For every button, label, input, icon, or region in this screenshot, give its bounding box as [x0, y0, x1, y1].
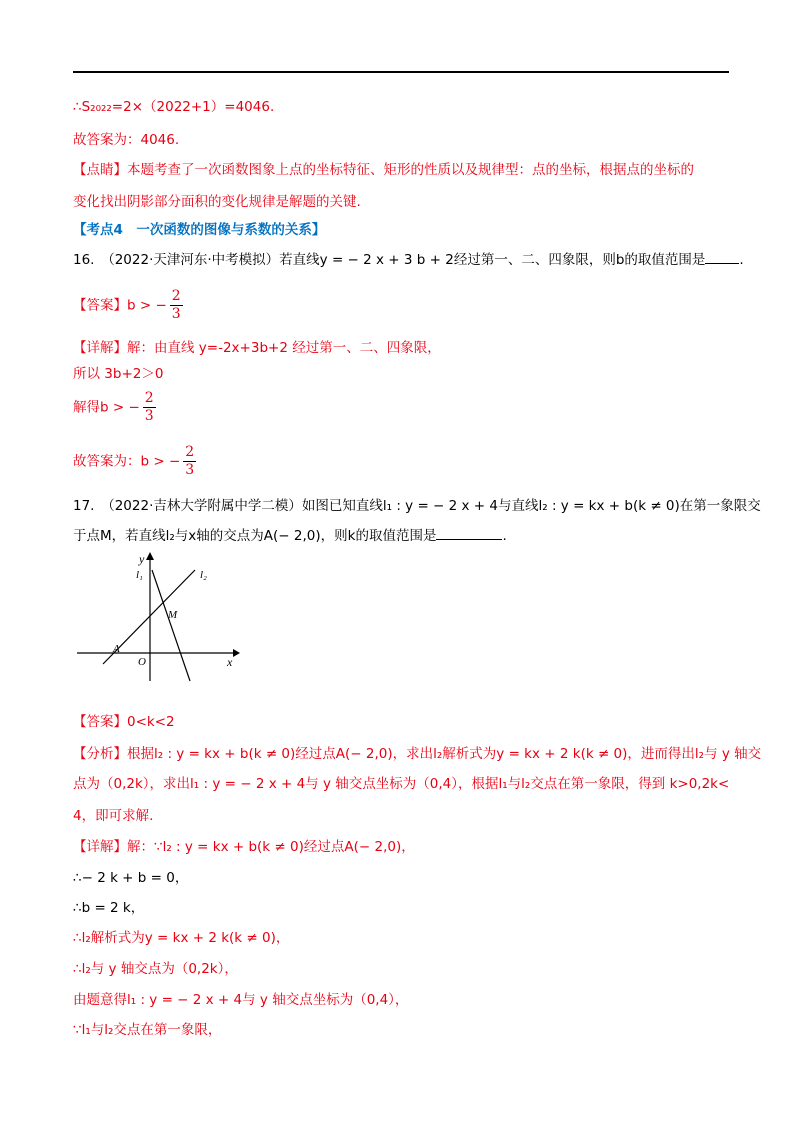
text-line-l17 [73, 806, 153, 826]
fraction [143, 390, 156, 425]
text-line-l10 [73, 390, 156, 425]
line-text: ∴b = 2 k， [73, 900, 145, 916]
line-text: 故答案为：b > − [73, 453, 181, 470]
text-line-l1 [73, 97, 274, 117]
answer-blank [705, 251, 739, 264]
fraction-denominator: 3 [171, 306, 181, 322]
line-text: 解得b > − [73, 399, 140, 416]
line-text: 【答案】0<k<2 [73, 714, 175, 730]
text-line-l5 [73, 220, 325, 240]
text-line-l20 [73, 898, 144, 918]
text-line-l8 [73, 338, 441, 358]
y-axis-arrow [146, 552, 154, 560]
point-A-label: A [113, 643, 120, 655]
fraction [183, 444, 196, 479]
line-text: 【考点4 一次函数的图像与系数的关系】 [73, 222, 326, 238]
y-axis-label: y [139, 552, 145, 566]
line-text: ∴l₂解析式为y = kx + 2 k(k ≠ 0)， [73, 930, 290, 946]
line-text: 【点睛】本题考查了一次函数图象上点的坐标特征、矩形的性质以及规律型：点的坐标，根据点的坐标的 [73, 162, 694, 178]
line-text: 故答案为：4046. [73, 132, 180, 148]
fraction-numerator: 2 [144, 390, 154, 406]
line-text: 16. （2022·天津河东·中考模拟）若直线y = − 2 x + 3 b + 2经过第一、二、四象限，则b的取值范围是 [73, 252, 706, 268]
x-axis-arrow [233, 649, 240, 657]
text-line-l6: 16. （2022·天津河东·中考模拟）若直线y = − 2 x + 3 b + 2经过第一、二、四象限，则b的取值范围是 . [73, 252, 744, 268]
text-line-l3 [73, 160, 694, 180]
text-line-l22 [73, 959, 238, 979]
text-line-l15 [73, 744, 761, 764]
text-line-l14 [73, 712, 175, 732]
line-text: 所以 3b+2＞0 [73, 366, 164, 382]
text-line-l19 [73, 868, 188, 888]
text-line-l9 [73, 364, 163, 384]
line-text: 变化找出阴影部分面积的变化规律是解题的关键. [73, 194, 361, 210]
text-line-l16 [73, 774, 729, 794]
fraction-numerator: 2 [171, 288, 181, 304]
point-M-label: M [168, 609, 178, 621]
text-line-l24 [73, 1020, 221, 1040]
text-line-l11 [73, 444, 196, 479]
text-line-l13: 于点M，若直线l₂与x轴的交点为A(− 2,0)，则k的取值范围是 . [73, 528, 507, 544]
x-axis-label: x [227, 655, 233, 669]
fraction-numerator: 2 [185, 444, 195, 460]
text-line-l23 [73, 990, 408, 1010]
line-text: ∵l₁与l₂交点在第一象限， [73, 1022, 222, 1038]
text-line-l7 [73, 288, 183, 323]
line-text: 【分析】根据l₂ : y = kx + b(k ≠ 0)经过点A(− 2,0)，求出l₂解析式为y = kx + 2 k(k ≠ 0)，进而得出l₂与 y 轴交 [73, 746, 762, 762]
line-text: 点为（0,2k），求出l₁ : y = − 2 x + 4与 y 轴交点坐标为（0,4），根据l₁与l₂交点在第一象限，得到 k>0,2k< [73, 776, 730, 792]
fraction-denominator: 3 [144, 408, 154, 424]
text-line-l12 [73, 496, 761, 516]
text-line-l21 [73, 928, 289, 948]
line-text: ∴S₂₀₂₂=2×（2022+1）=4046. [73, 99, 275, 115]
line-text: ∴l₂与 y 轴交点为（0,2k）， [73, 961, 238, 977]
line-text: 17. （2022·吉林大学附属中学二模）如图已知直线l₁ : y = − 2 x + 4与直线l₂ : y = kx + b(k ≠ 0)在第一象限交 [73, 498, 761, 514]
line-text: ∴− 2 k + b = 0， [73, 870, 189, 886]
answer-blank [436, 527, 502, 540]
text-line-l2 [73, 130, 179, 150]
origin-label: O [138, 656, 146, 668]
line-text: 4，即可求解. [73, 808, 154, 824]
line-text: 于点M，若直线l₂与x轴的交点为A(− 2,0)，则k的取值范围是 [73, 528, 437, 544]
text-line-l4 [73, 192, 361, 212]
line-text: 【详解】解：由直线 y=-2x+3b+2 经过第一、二、四象限， [73, 340, 441, 356]
line-text: 【详解】解：∵l₂ : y = kx + b(k ≠ 0)经过点A(− 2,0)， [73, 839, 415, 855]
text-line-l18 [73, 837, 415, 857]
fraction-denominator: 3 [185, 462, 195, 478]
line-text: 由题意得l₁ : y = − 2 x + 4与 y 轴交点坐标为（0,4）， [73, 992, 409, 1008]
l1-label: l₁ [136, 569, 143, 581]
line-text: 【答案】b > − [73, 297, 167, 314]
header-rule [73, 71, 729, 73]
function-graph [75, 548, 240, 683]
line-l1 [152, 570, 190, 681]
l2-label: l₂ [200, 569, 207, 581]
fraction [170, 288, 183, 323]
